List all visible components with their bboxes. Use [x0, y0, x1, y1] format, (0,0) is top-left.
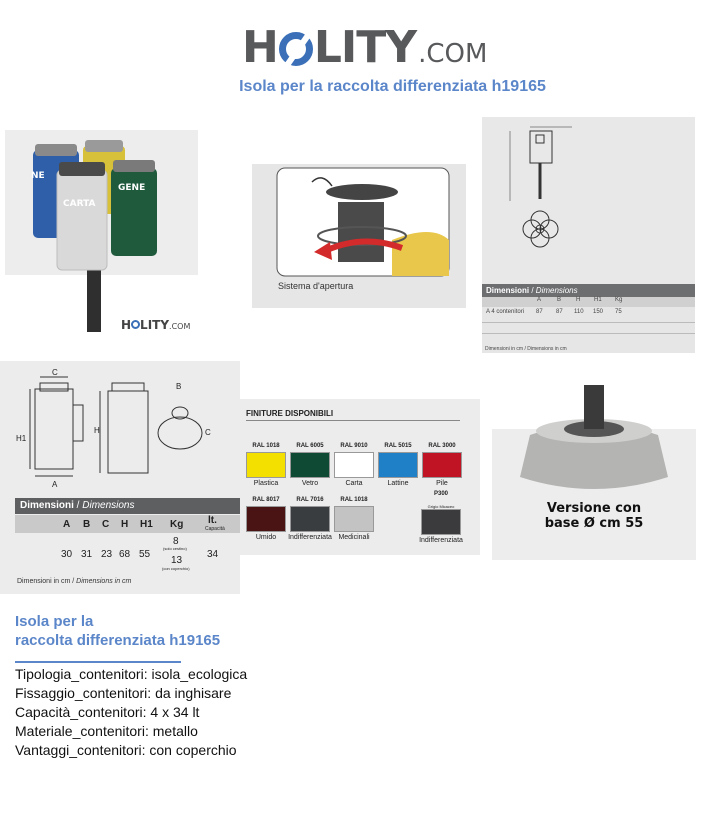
- bin-label-gene: GENE: [118, 183, 146, 193]
- spec-row: [15, 703, 253, 722]
- base-caption: Versione con base Ø cm 55: [544, 501, 644, 531]
- spec-value: con coperchio: [149, 742, 237, 758]
- bin-label-carta: CARTA: [63, 199, 96, 209]
- spec-row: [15, 722, 253, 741]
- finish-name: Indifferenziata: [288, 534, 332, 541]
- logo-com: .COM: [418, 39, 488, 69]
- dims-big-header: Dimensioni / Dimensions: [15, 498, 240, 514]
- finish-name: Indifferenziata: [419, 537, 463, 544]
- spec-value: 4 x 34 lt: [150, 704, 200, 720]
- spec-row: [15, 684, 253, 703]
- spec-separator: :: [142, 704, 151, 720]
- page-title: Isola per la raccolta differenziata h19165: [239, 78, 546, 95]
- finish-code: RAL 6005: [296, 443, 324, 449]
- finish-code: RAL 3000: [428, 443, 456, 449]
- technical-drawing-small[interactable]: [482, 117, 695, 353]
- spec-row: [15, 741, 253, 760]
- spec-value: da inghisare: [155, 685, 232, 701]
- drawing-label-c: C: [52, 368, 58, 377]
- finish-swatch[interactable]: [246, 506, 286, 532]
- drawing-label-h: H: [94, 426, 100, 435]
- finish-name: Vetro: [301, 480, 319, 487]
- finishes-row-1: [240, 443, 480, 491]
- finishes-row-2: [240, 491, 480, 547]
- drawing-label-c2: C: [205, 428, 211, 437]
- holity-logo[interactable]: [242, 22, 488, 73]
- dims-big-footer: Dimensioni in cm / Dimensions in cm: [17, 578, 132, 585]
- finish-swatch[interactable]: [378, 452, 418, 478]
- finish-swatch[interactable]: [334, 506, 374, 532]
- dims-big-columns: A B C H H1 Kg lt. Capacità: [15, 515, 240, 533]
- opening-caption: Sistema d'apertura: [278, 281, 354, 291]
- finish-swatch[interactable]: [334, 452, 374, 478]
- finish-code-sub: Grigio Micaceo: [427, 504, 455, 509]
- finish-code: RAL 8017: [252, 497, 280, 503]
- finish-swatch[interactable]: [246, 452, 286, 478]
- finish-code: RAL 5015: [384, 443, 412, 449]
- finish-name: Lattine: [387, 480, 409, 487]
- bin-dimension-drawing: [0, 361, 240, 496]
- drawing-label-b: B: [176, 382, 182, 391]
- dims-small-columns: A B H H1 Kg: [482, 297, 695, 307]
- spec-key: Vantaggi_contenitori: [15, 742, 142, 758]
- spec-key: Materiale_contenitori: [15, 723, 145, 739]
- base-version-photo[interactable]: [492, 385, 696, 560]
- spec-value: isola_ecologica: [151, 666, 248, 682]
- finish-name: Pile: [436, 480, 448, 487]
- spec-value: metallo: [152, 723, 198, 739]
- finish-code: RAL 9010: [340, 443, 368, 449]
- spec-list: [15, 665, 253, 760]
- finish-name: Medicinali: [338, 534, 370, 541]
- product-photo[interactable]: [5, 130, 198, 335]
- logo-letters-lity: LITY: [313, 22, 417, 73]
- technical-drawing-large[interactable]: [0, 361, 240, 594]
- drawing-label-a: A: [52, 480, 58, 489]
- finish-name: Umido: [255, 534, 277, 541]
- dims-big-values: 30 31 23 68 55 8 (solo cestino) 13 (con coperchio) 34: [61, 536, 219, 571]
- dims-small-header: Dimensioni / Dimensions: [482, 284, 695, 297]
- finishes-panel[interactable]: [240, 399, 480, 555]
- logo-letter-h: H: [242, 22, 278, 73]
- spec-key: Capacità_contenitori: [15, 704, 143, 720]
- finish-code: RAL 7016: [296, 497, 324, 503]
- finish-name: Carta: [345, 480, 363, 487]
- finish-swatch[interactable]: [421, 509, 461, 535]
- finishes-title: FINITURE DISPONIBILI: [246, 409, 334, 418]
- finish-swatch[interactable]: [290, 506, 330, 532]
- dims-small-row: A 4 contenitori 87 87 110 150 75: [486, 309, 622, 315]
- spec-row: [15, 665, 253, 684]
- finish-code: RAL 1018: [340, 497, 368, 503]
- bin-label-ne: NE: [31, 171, 45, 181]
- finish-swatch[interactable]: [290, 452, 330, 478]
- dims-small-footer: Dimensioni in cm / Dimensions in cm: [485, 346, 567, 352]
- bins-illustration: [5, 130, 198, 335]
- drawing-label-h1: H1: [16, 434, 27, 443]
- opening-system-photo[interactable]: [252, 164, 466, 308]
- logo-o-icon: [279, 32, 313, 66]
- finish-swatch[interactable]: [422, 452, 462, 478]
- spec-key: Fissaggio_contenitori: [15, 685, 148, 701]
- spec-separator: :: [144, 723, 153, 739]
- spec-separator: :: [141, 742, 150, 758]
- heading-underline: [15, 661, 181, 663]
- technical-drawing-top: [482, 117, 695, 287]
- finish-code: RAL 1018: [252, 443, 280, 449]
- spec-separator: :: [143, 666, 152, 682]
- product-heading: Isola per la raccolta differenziata h19165: [15, 613, 221, 649]
- spec-key: Tipologia_contenitori: [15, 666, 144, 682]
- finish-name: Plastica: [253, 480, 279, 487]
- concrete-base-illustration: [492, 385, 696, 560]
- spec-separator: :: [147, 685, 156, 701]
- finish-code: P300: [433, 491, 448, 497]
- small-logo: H LITY.COM: [121, 318, 191, 332]
